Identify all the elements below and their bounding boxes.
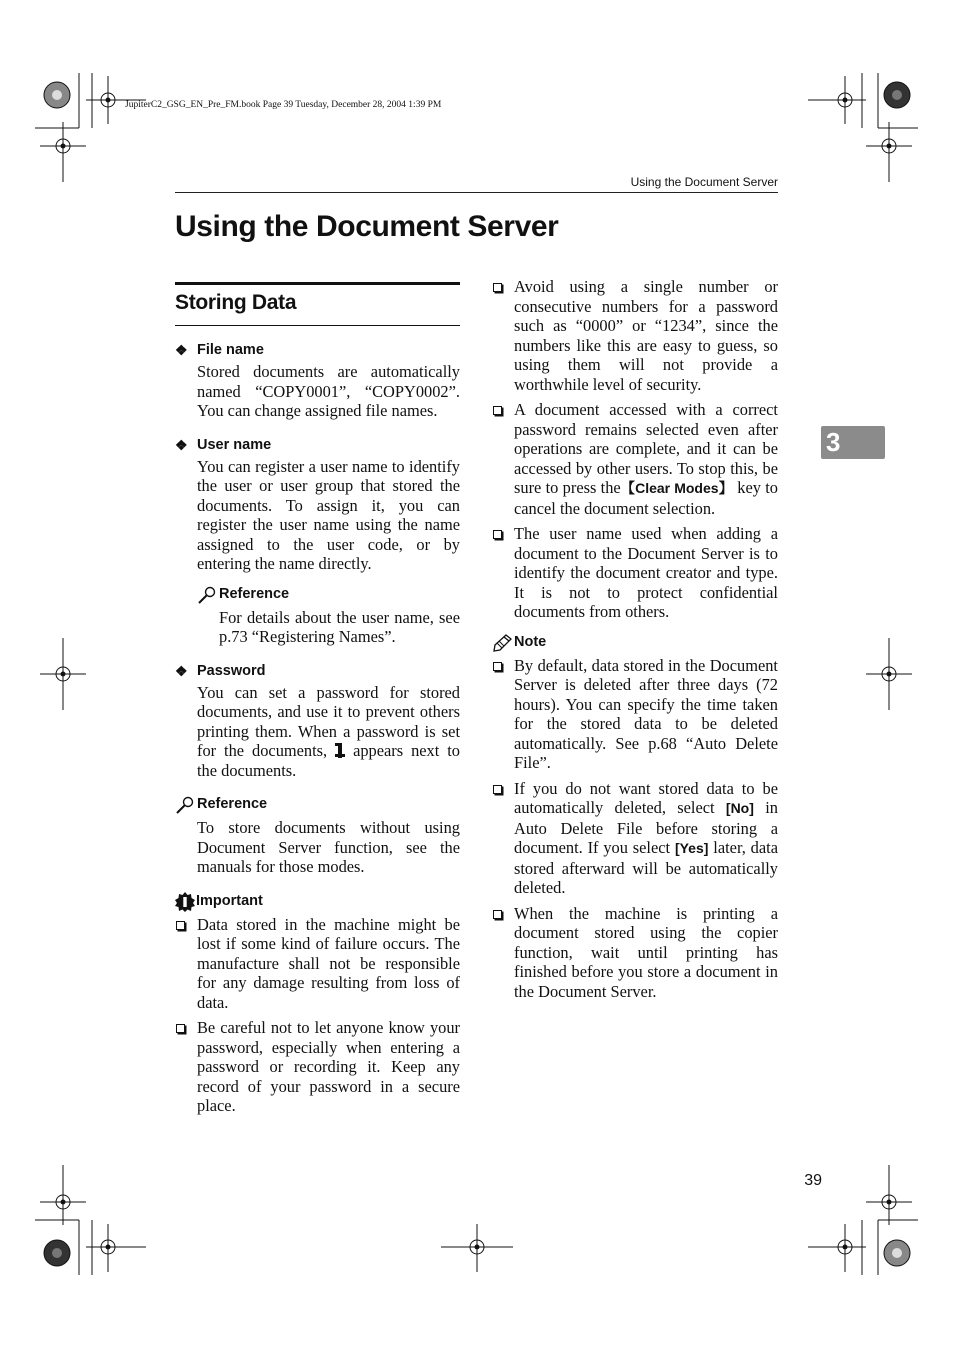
checkbox-bullet-icon: [492, 277, 514, 394]
chapter-title: Using the Document Server: [175, 210, 559, 243]
checkbox-bullet-icon: [492, 400, 514, 518]
diamond-bullet-icon: ❖: [175, 662, 188, 679]
reference-block: [175, 794, 460, 877]
header-rule: [175, 192, 778, 193]
file-name-block: [175, 340, 460, 421]
page-number: 39: [804, 1172, 822, 1189]
password-heading: ❖ Password: [175, 661, 460, 683]
yes-key: [Yes]: [674, 840, 709, 856]
note-item: By default, data stored in the Document Server is deleted after three days (72 hours). You can specify the time taken for the stored data to be deleted automatically. See p.68 “Auto Delete File”.: [492, 656, 778, 773]
key-lock-icon: [335, 742, 345, 759]
reference-heading: Reference: [175, 794, 460, 816]
file-name-heading: ❖ File name: [175, 340, 460, 362]
pencil-note-icon: [492, 633, 514, 653]
note-item: When the machine is printing a document stored using the copier function, wait until printing has finished before you store a document in the Document Server.: [492, 904, 778, 1002]
checkbox-bullet-icon: [492, 524, 514, 622]
left-column: [175, 340, 460, 1122]
password-block: [175, 661, 460, 781]
important-icon: [175, 892, 196, 912]
right-column: [492, 277, 778, 1007]
checkbox-bullet-icon: [175, 1018, 197, 1116]
user-name-heading: ❖ User name: [175, 435, 460, 457]
reference-heading: Reference: [197, 584, 460, 606]
magnifier-icon: [175, 795, 197, 815]
section-title: Storing Data: [175, 291, 297, 314]
section-bar: [175, 282, 460, 285]
chapter-tab-number: 3: [826, 427, 841, 457]
note-heading: Note: [492, 632, 778, 654]
clear-modes-key: 【Clear Modes】: [620, 480, 733, 496]
user-name-reference: [197, 584, 460, 647]
selection-advice-item: A document accessed with a correct password remains selected even after operations are complete, and it can be accessed by other users. To stop this, be sure to press the【Clear Modes】 key to cancel the document selection.: [492, 400, 778, 518]
checkbox-bullet-icon: [492, 779, 514, 898]
section-rule: [175, 325, 460, 326]
user-name-block: [175, 435, 460, 647]
note-item: If you do not want stored data to be automatically deleted, select [No] in Auto Delete File before storing a document. If you select [Yes] later, data stored afterward will be automatically deleted.: [492, 779, 778, 898]
checkbox-bullet-icon: [492, 904, 514, 1002]
diamond-bullet-icon: ❖: [175, 342, 188, 359]
no-key: [No]: [725, 800, 754, 816]
important-heading: Important: [175, 891, 460, 913]
password-text: You can set a password for stored documents, and use it to prevent others printing them. When a password is set for the documents, appears next to the documents.: [197, 682, 460, 780]
checkbox-bullet-icon: [175, 915, 197, 1013]
important-item: Data stored in the machine might be lost if some kind of failure occurs. The manufacture shall not be responsible for any damage resulting from loss of data.: [175, 915, 460, 1013]
user-name-advice-item: The user name used when adding a document to the Document Server is to identify the document creator and type. It is not to protect confidential documents from others.: [492, 524, 778, 622]
diamond-bullet-icon: ❖: [175, 436, 188, 453]
file-name-text: Stored documents are automatically named “COPY0001”, “COPY0002”. You can change assigned file names.: [197, 362, 460, 420]
user-name-text: You can register a user name to identify the user or user group that stored the documents. To assign it, you can register the user name using the name assigned to the user code, or by entering the name directly.: [197, 456, 460, 573]
reference-text: To store documents without using Document Server function, see the manuals for those modes.: [197, 818, 460, 876]
important-block: [175, 891, 460, 1116]
important-item: Be careful not to let anyone know your password, especially when entering a password or recording it. Keep any record of your password in a secure place.: [175, 1018, 460, 1116]
password-advice-item: Avoid using a single number or consecutive numbers for a password such as “0000” or “1234”, since the numbers like this are easy to guess, so using them will not provide a worthwhile level of security.: [492, 277, 778, 394]
print-info: JupiterC2_GSG_EN_Pre_FM.book Page 39 Tuesday, December 28, 2004 1:39 PM: [125, 100, 442, 110]
magnifier-icon: [197, 585, 219, 605]
checkbox-bullet-icon: [492, 656, 514, 773]
running-head: Using the Document Server: [630, 175, 778, 189]
user-name-reference-text: For details about the user name, see p.73 “Registering Names”.: [219, 607, 460, 646]
